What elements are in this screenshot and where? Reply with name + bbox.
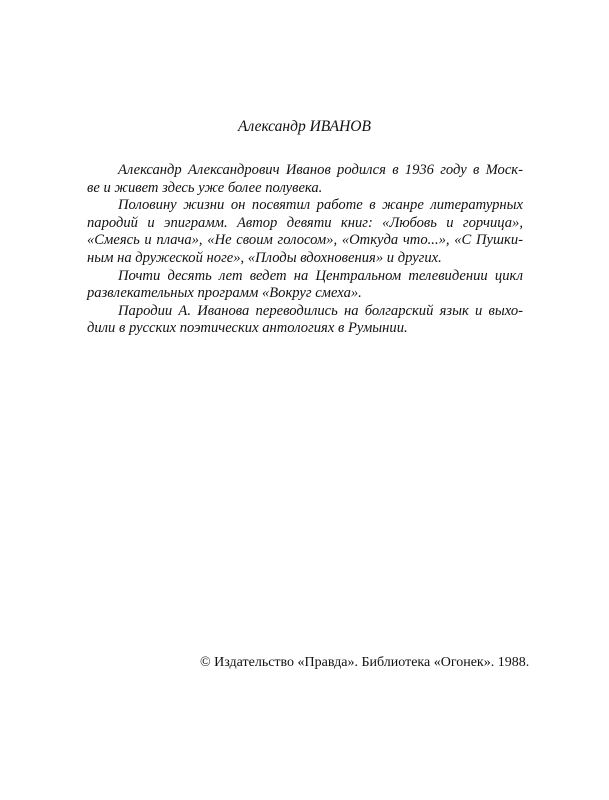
text-line: ве и живет здесь уже более полувека. bbox=[87, 179, 323, 196]
text-line: «Смеясь и плача», «Не своим голосом», «Откуда что...», «С Пушки- bbox=[87, 232, 523, 249]
copyright-footer: © Издательство «Правда». Библиотека «Огонек». 1988. bbox=[200, 655, 530, 670]
text-line: Половину жизни он посвятил работе в жанре литературных bbox=[118, 197, 523, 214]
text-line: пародий и эпиграмм. Автор девяти книг: «Любовь и горчица», bbox=[87, 214, 523, 231]
text-line: Александр Александрович Иванов родился в 1936 году в Моск- bbox=[118, 162, 523, 178]
biography-text bbox=[87, 162, 523, 338]
text-line: развлекательных программ «Вокруг смеха». bbox=[87, 285, 362, 302]
author-title: Александр ИВАНОВ bbox=[238, 118, 371, 135]
text-line: ным на дружеской ноге», «Плоды вдохновения» и других. bbox=[87, 249, 442, 266]
text-line: дили в русских поэтических антологиях в Румынии. bbox=[87, 320, 408, 337]
text-line: Пародии А. Иванова переводились на болгарский язык и выхо- bbox=[118, 302, 523, 319]
text-line: Почти десять лет ведет на Центральном телевидении цикл bbox=[118, 267, 523, 284]
